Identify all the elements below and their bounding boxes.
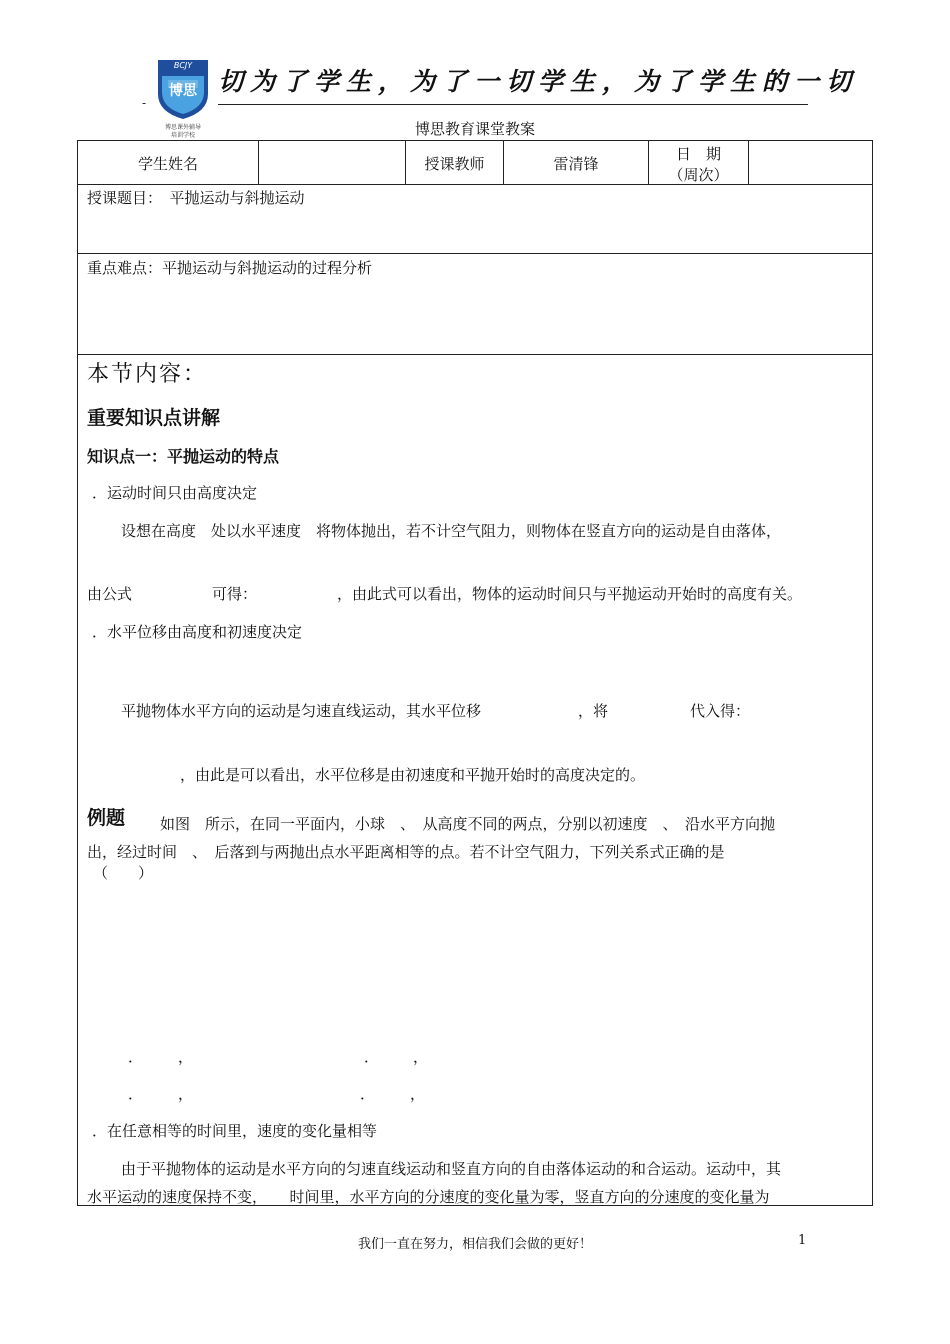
row-divider-3 bbox=[77, 354, 873, 355]
item-2-paragraph-part-2: ，将 bbox=[578, 702, 609, 720]
student-name-label: 学生姓名 bbox=[137, 155, 198, 173]
logo-text: 博思 bbox=[169, 83, 197, 99]
item-2-paragraph-part-3: 代入得： bbox=[690, 702, 751, 720]
slogan: 切为了学生，为了一切学生，为了学生的一切 bbox=[218, 67, 859, 96]
option-a-separator: ， bbox=[178, 1048, 194, 1066]
row-divider-2 bbox=[77, 253, 873, 254]
item-1-title: ．运动时间只由高度决定 bbox=[92, 484, 258, 502]
option-b-marker: ． bbox=[364, 1048, 380, 1066]
key-points: 重点难点：平抛运动与斜抛运动的过程分析 bbox=[87, 259, 373, 277]
item-3-title: ．在任意相等的时间里，速度的变化量相等 bbox=[92, 1122, 378, 1140]
teacher-value: 雷清锋 bbox=[553, 155, 599, 173]
lesson-table bbox=[77, 140, 873, 1206]
page-number: 1 bbox=[798, 1233, 807, 1248]
item-1-paragraph-line-1: 设想在高度 处以水平速度 将物体抛出，若不计空气阻力，则物体在竖直方向的运动是自由落体， bbox=[121, 522, 782, 540]
item-3-paragraph-line-2: 水平运动的速度保持不变， 时间里，水平方向的分速度的变化量为零，竖直方向的分速度的变化量为 bbox=[87, 1188, 770, 1206]
item-1-paragraph-result-label: 可得： bbox=[212, 585, 258, 603]
date-label-line-2: （周次） bbox=[668, 166, 729, 184]
logo-caption-line-2: 培训学校 bbox=[170, 132, 195, 139]
logo-caption-line-1: 博思课外辅导 bbox=[164, 124, 201, 131]
section-subtitle: 重要知识点讲解 bbox=[87, 407, 221, 429]
date-label bbox=[649, 143, 748, 185]
date-label-line-1: 日 期 bbox=[675, 145, 721, 163]
option-b-separator: ， bbox=[413, 1048, 429, 1066]
item-2-paragraph-part-1: 平抛物体水平方向的运动是匀速直线运动，其水平位移 bbox=[121, 702, 482, 720]
option-c-marker: ． bbox=[128, 1085, 144, 1103]
logo-top-text: BCJY bbox=[173, 61, 193, 70]
footer-motto: 我们一直在努力，相信我们会做的更好！ bbox=[357, 1237, 592, 1252]
header-dash: - bbox=[142, 96, 147, 110]
item-2-title: ．水平位移由高度和初速度决定 bbox=[92, 623, 303, 641]
row-divider-1 bbox=[77, 184, 873, 185]
teacher-label: 授课教师 bbox=[424, 155, 485, 173]
option-a-marker: ． bbox=[128, 1048, 144, 1066]
option-c-separator: ， bbox=[178, 1085, 194, 1103]
item-3-paragraph-line-1: 由于平抛物体的运动是水平方向的匀速直线运动和竖直方向的自由落体运动的和合运动。运动中，其 bbox=[121, 1160, 782, 1178]
col-divider-1 bbox=[258, 140, 259, 184]
lesson-topic: 授课题目： 平抛运动与斜抛运动 bbox=[87, 189, 305, 207]
knowledge-point-1-title: 知识点一：平抛运动的特点 bbox=[87, 447, 280, 466]
item-1-paragraph-conclusion: ，由此式可以看出，物体的运动时间只与平抛运动开始时的高度有关。 bbox=[337, 585, 803, 603]
example-answer-blank: （ ） bbox=[93, 864, 154, 882]
example-text-line-2: 出，经过时间 、 后落到与两抛出点水平距离相等的点。若不计空气阻力，下列关系式正确的是 bbox=[87, 843, 725, 861]
doc-title: 博思教育课堂教案 bbox=[414, 120, 535, 138]
item-1-paragraph-formula-label: 由公式 bbox=[87, 585, 133, 603]
option-d-marker: ． bbox=[360, 1085, 376, 1103]
example-label: 例题 bbox=[87, 807, 126, 829]
item-2-conclusion: ，由此是可以看出，水平位移是由初速度和平抛开始时的高度决定的。 bbox=[180, 766, 646, 784]
header-rule bbox=[218, 104, 808, 105]
section-title: 本节内容： bbox=[87, 362, 208, 387]
example-text-line-1: 如图 所示，在同一平面内，小球 、 从高度不同的两点，分别以初速度 、 沿水平方向抛 bbox=[160, 815, 776, 833]
option-d-separator: ， bbox=[410, 1085, 426, 1103]
col-divider-5 bbox=[748, 140, 749, 184]
